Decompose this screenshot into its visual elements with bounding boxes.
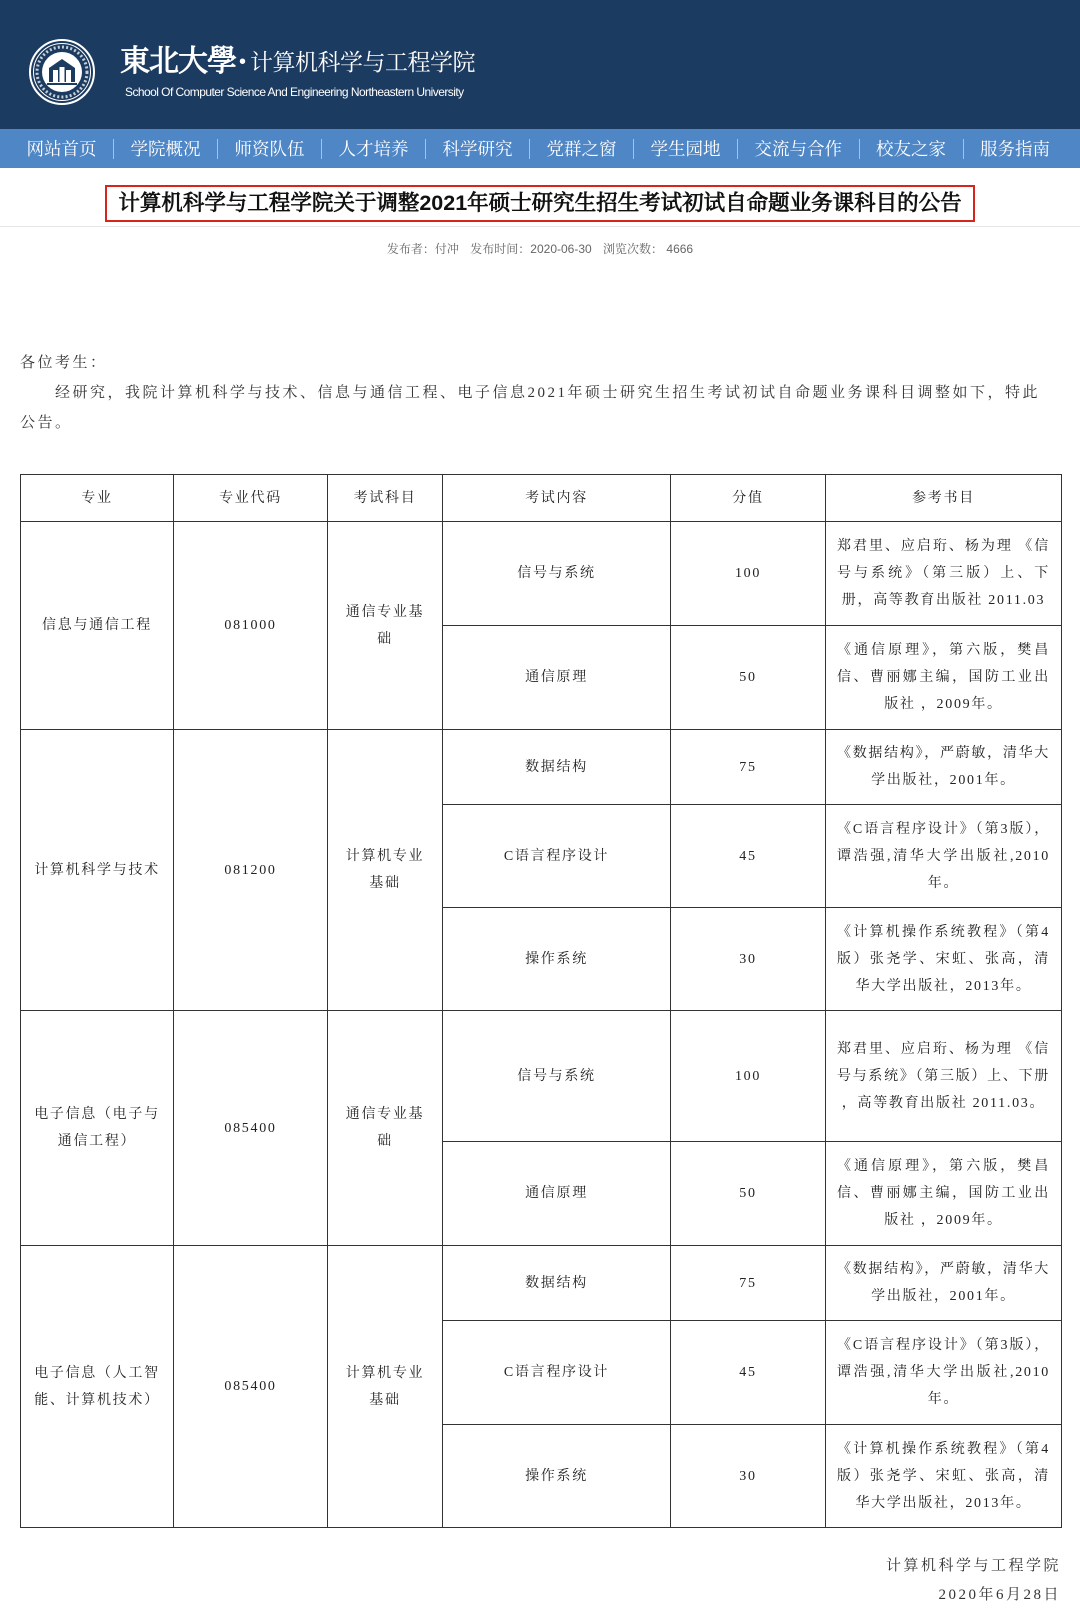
- nav-item-students[interactable]: 学生园地: [633, 139, 737, 159]
- major-code-cell: 081200: [174, 730, 328, 1011]
- nav-item-research[interactable]: 科学研究: [425, 139, 529, 159]
- header-score: 分值: [671, 475, 826, 522]
- main-nav: [0, 129, 1080, 168]
- score-cell: 100: [671, 522, 826, 626]
- exam-subject-cell: 通信专业基础: [328, 1011, 443, 1246]
- article-title: 计算机科学与工程学院关于调整2021年硕士研究生招生考试初试自命题业务课科目的公告: [105, 185, 974, 222]
- meta-date: [470, 242, 591, 256]
- intro-paragraph: 经研究，我院计算机科学与技术、信息与通信工程、电子信息2021年硕士研究生招生考试初试自命题业务课科目调整如下，特此公告。: [20, 385, 1041, 431]
- greeting: 各位考生：: [20, 355, 108, 371]
- meta-views: [603, 242, 693, 256]
- exam-content-cell: 操作系统: [443, 908, 671, 1011]
- brand-separator-dot: •: [239, 51, 247, 73]
- article-title-area: [0, 168, 1080, 227]
- meta-views-value: 4666: [666, 242, 694, 256]
- reference-books-cell: 郑君里、应启珩、杨为理 《信号与系统》（第三版）上、下册 ，高等教育出版社 2011.03。: [826, 1011, 1062, 1142]
- signature-department: 计算机科学与工程学院: [885, 1558, 1061, 1574]
- meta-date-value: 2020-06-30: [530, 242, 592, 256]
- exam-content-cell: 数据结构: [443, 1246, 671, 1321]
- score-cell: 75: [671, 730, 826, 805]
- exam-subject-cell: 计算机专业基础: [328, 1246, 443, 1528]
- score-cell: 75: [671, 1246, 826, 1321]
- article-meta: [0, 240, 1080, 258]
- score-cell: 100: [671, 1011, 826, 1142]
- score-cell: 50: [671, 626, 826, 730]
- exam-content-cell: C语言程序设计: [443, 805, 671, 908]
- exam-subject-cell: 计算机专业基础: [328, 730, 443, 1011]
- score-cell: 30: [671, 1425, 826, 1528]
- nav-item-alumni[interactable]: 校友之家: [859, 139, 963, 159]
- nav-item-party[interactable]: 党群之窗: [529, 139, 633, 159]
- meta-publisher: [387, 242, 459, 256]
- exam-content-cell: 通信原理: [443, 626, 671, 730]
- reference-books-cell: 《计算机操作系统教程》（第4版）张尧学、宋虹、张高，清华大学出版社，2013年。: [826, 908, 1062, 1011]
- table-header-row: [21, 475, 1062, 522]
- header-reference-books: 参考书目: [826, 475, 1062, 522]
- header-exam-content: 考试内容: [443, 475, 671, 522]
- reference-books-cell: 《通信原理》，第六版，樊昌信、曹丽娜主编，国防工业出版社 ，2009年。: [826, 1142, 1062, 1246]
- nav-item-exchange[interactable]: 交流与合作: [737, 139, 859, 159]
- site-header: [0, 0, 1080, 129]
- meta-date-label: 发布时间：: [470, 242, 531, 256]
- nav-item-services[interactable]: 服务指南: [963, 139, 1067, 159]
- header-exam-subject: 考试科目: [328, 475, 443, 522]
- major-cell: 信息与通信工程: [21, 522, 174, 730]
- reference-books-cell: 《数据结构》，严蔚敏，清华大学出版社，2001年。: [826, 730, 1062, 805]
- signature-date: 2020年6月28日: [938, 1587, 1061, 1603]
- university-logo-link[interactable]: [27, 37, 97, 107]
- major-cell: 电子信息（电子与通信工程）: [21, 1011, 174, 1246]
- score-cell: 45: [671, 805, 826, 908]
- major-code-cell: 085400: [174, 1246, 328, 1528]
- university-emblem-icon: [27, 37, 97, 107]
- meta-views-label: 浏览次数：: [603, 242, 664, 256]
- meta-publisher-label: 发布者：: [386, 242, 435, 256]
- table-row: [21, 522, 1062, 626]
- university-name-wordmark: 東北大學: [120, 45, 236, 78]
- exam-content-cell: C语言程序设计: [443, 1321, 671, 1425]
- major-code-cell: 081000: [174, 522, 328, 730]
- nav-item-faculty[interactable]: 师资队伍: [217, 139, 321, 159]
- score-cell: 50: [671, 1142, 826, 1246]
- reference-books-cell: 《计算机操作系统教程》（第4版）张尧学、宋虹、张高，清华大学出版社，2013年。: [826, 1425, 1062, 1528]
- nav-item-education[interactable]: 人才培养: [321, 139, 425, 159]
- table-row: [21, 730, 1062, 805]
- exam-content-cell: 操作系统: [443, 1425, 671, 1528]
- exam-content-cell: 信号与系统: [443, 1011, 671, 1142]
- nav-item-home[interactable]: 网站首页: [26, 138, 97, 159]
- score-cell: 30: [671, 908, 826, 1011]
- reference-books-cell: 《C语言程序设计》（第3版）， 谭浩强,清华大学出版社,2010年。: [826, 805, 1062, 908]
- school-name: 计算机科学与工程学院: [250, 49, 476, 75]
- header-major-code: 专业代码: [174, 475, 328, 522]
- major-cell: 计算机科学与技术: [21, 730, 174, 1011]
- nav-item-about[interactable]: 学院概况: [113, 139, 217, 159]
- exam-subjects-table: [20, 474, 1062, 1528]
- exam-subject-cell: 通信专业基础: [328, 522, 443, 730]
- score-cell: 45: [671, 1321, 826, 1425]
- reference-books-cell: 《通信原理》，第六版，樊昌信、曹丽娜主编，国防工业出版社 ，2009年。: [826, 626, 1062, 730]
- major-cell: 电子信息（人工智能、计算机技术）: [21, 1246, 174, 1528]
- reference-books-cell: 《数据结构》，严蔚敏，清华大学出版社，2001年。: [826, 1246, 1062, 1321]
- meta-publisher-value: 付冲: [434, 242, 459, 256]
- table-row: [21, 1011, 1062, 1142]
- signature-block: [886, 1552, 1061, 1610]
- exam-content-cell: 信号与系统: [443, 522, 671, 626]
- reference-books-cell: 《C语言程序设计》（第3版）， 谭浩强,清华大学出版社,2010年。: [826, 1321, 1062, 1425]
- exam-content-cell: 通信原理: [443, 1142, 671, 1246]
- school-name-english: School Of Computer Science And Engineering Northeastern University: [125, 85, 464, 99]
- reference-books-cell: 郑君里、应启珩、杨为理 《信号与系统》（第三版）上、下册，高等教育出版社 2011.03: [826, 522, 1062, 626]
- exam-content-cell: 数据结构: [443, 730, 671, 805]
- header-major: 专业: [21, 475, 174, 522]
- major-code-cell: 085400: [174, 1011, 328, 1246]
- site-brand: [120, 37, 475, 87]
- table-row: [21, 1246, 1062, 1321]
